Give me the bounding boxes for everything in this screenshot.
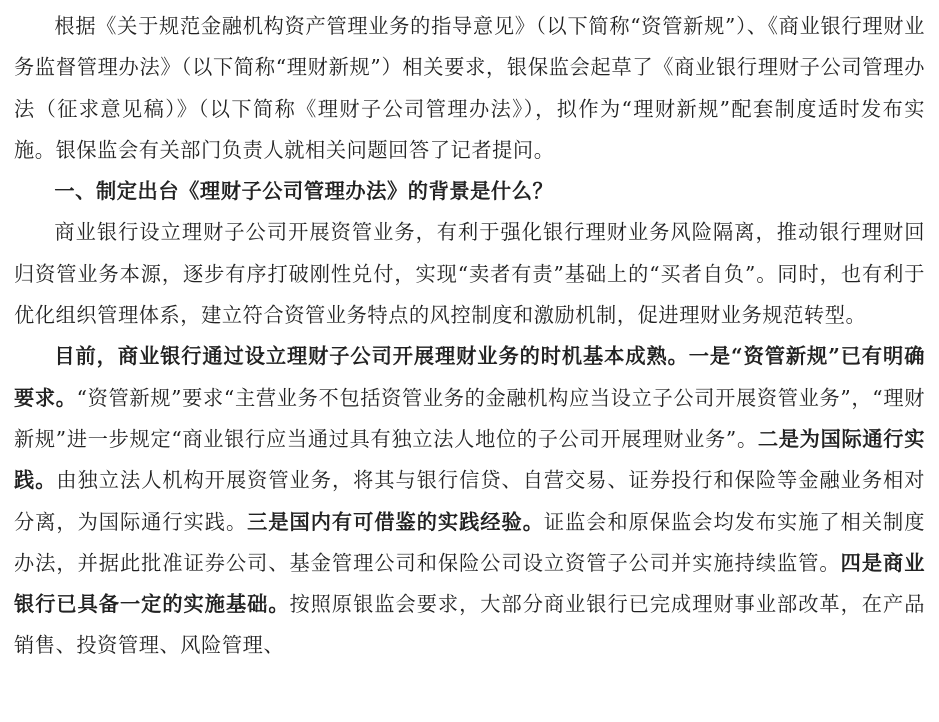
section-heading: 一、制定出台《理财子公司管理办法》的背景是什么？ (54, 179, 554, 204)
point-four-heading: 四是商业银行已具备一定的实施基础。 (14, 550, 925, 617)
point-one-text: “资管新规”要求“主营业务不包括资管业务的金融机构应当设立子公司开展资管业务”，“理财新规”进一步规定“商业银行应当通过具有独立法人地位的子公司开展理财业务”。 (14, 385, 925, 451)
point-three-heading: 三是国内有可借鉴的实践经验。 (247, 509, 544, 534)
timing-paragraph (14, 336, 925, 666)
intro-paragraph: 根据《关于规范金融机构资产管理业务的指导意见》（以下简称“资管新规”）、《商业银行理财业务监督管理办法》（以下简称“理财新规”）相关要求，银保监会起草了《商业银行理财子公司管理办法（征求意见稿）》（以下简称《理财子公司管理办法》），拟作为“理财新规”配套制度适时发布实施。银保监会有关部门负责人就相关问题回答了记者提问。 (14, 14, 925, 162)
background-paragraph: 商业银行设立理财子公司开展资管业务，有利于强化银行理财业务风险隔离，推动银行理财回归资管业务本源，逐步有序打破刚性兑付，实现“卖者有责”基础上的“买者自负”。同时，也有利于优化组织管理体系，建立符合资管业务特点的风控制度和激励机制，促进理财业务规范转型。 (14, 220, 925, 328)
point-four-text: 按照原银监会要求，大部分商业银行已完成理财事业部改革，在产品销售、投资管理、风险管理、 (14, 592, 925, 658)
point-three-text: 证监会和原保监会均发布实施了相关制度办法，并据此批准证券公司、基金管理公司和保险公司设立资管子公司并实施持续监管。 (14, 509, 925, 575)
point-one-heading: 目前，商业银行通过设立理财子公司开展理财业务的时机基本成熟。一是“资管新规”已有明确要求。 (14, 344, 925, 410)
point-two-heading: 二是为国际通行实践。 (14, 426, 925, 493)
point-two-text: 由独立法人机构开展资管业务，将其与银行信贷、自营交易、证券投行和保险等金融业务相对分离，为国际通行实践。 (14, 468, 926, 534)
